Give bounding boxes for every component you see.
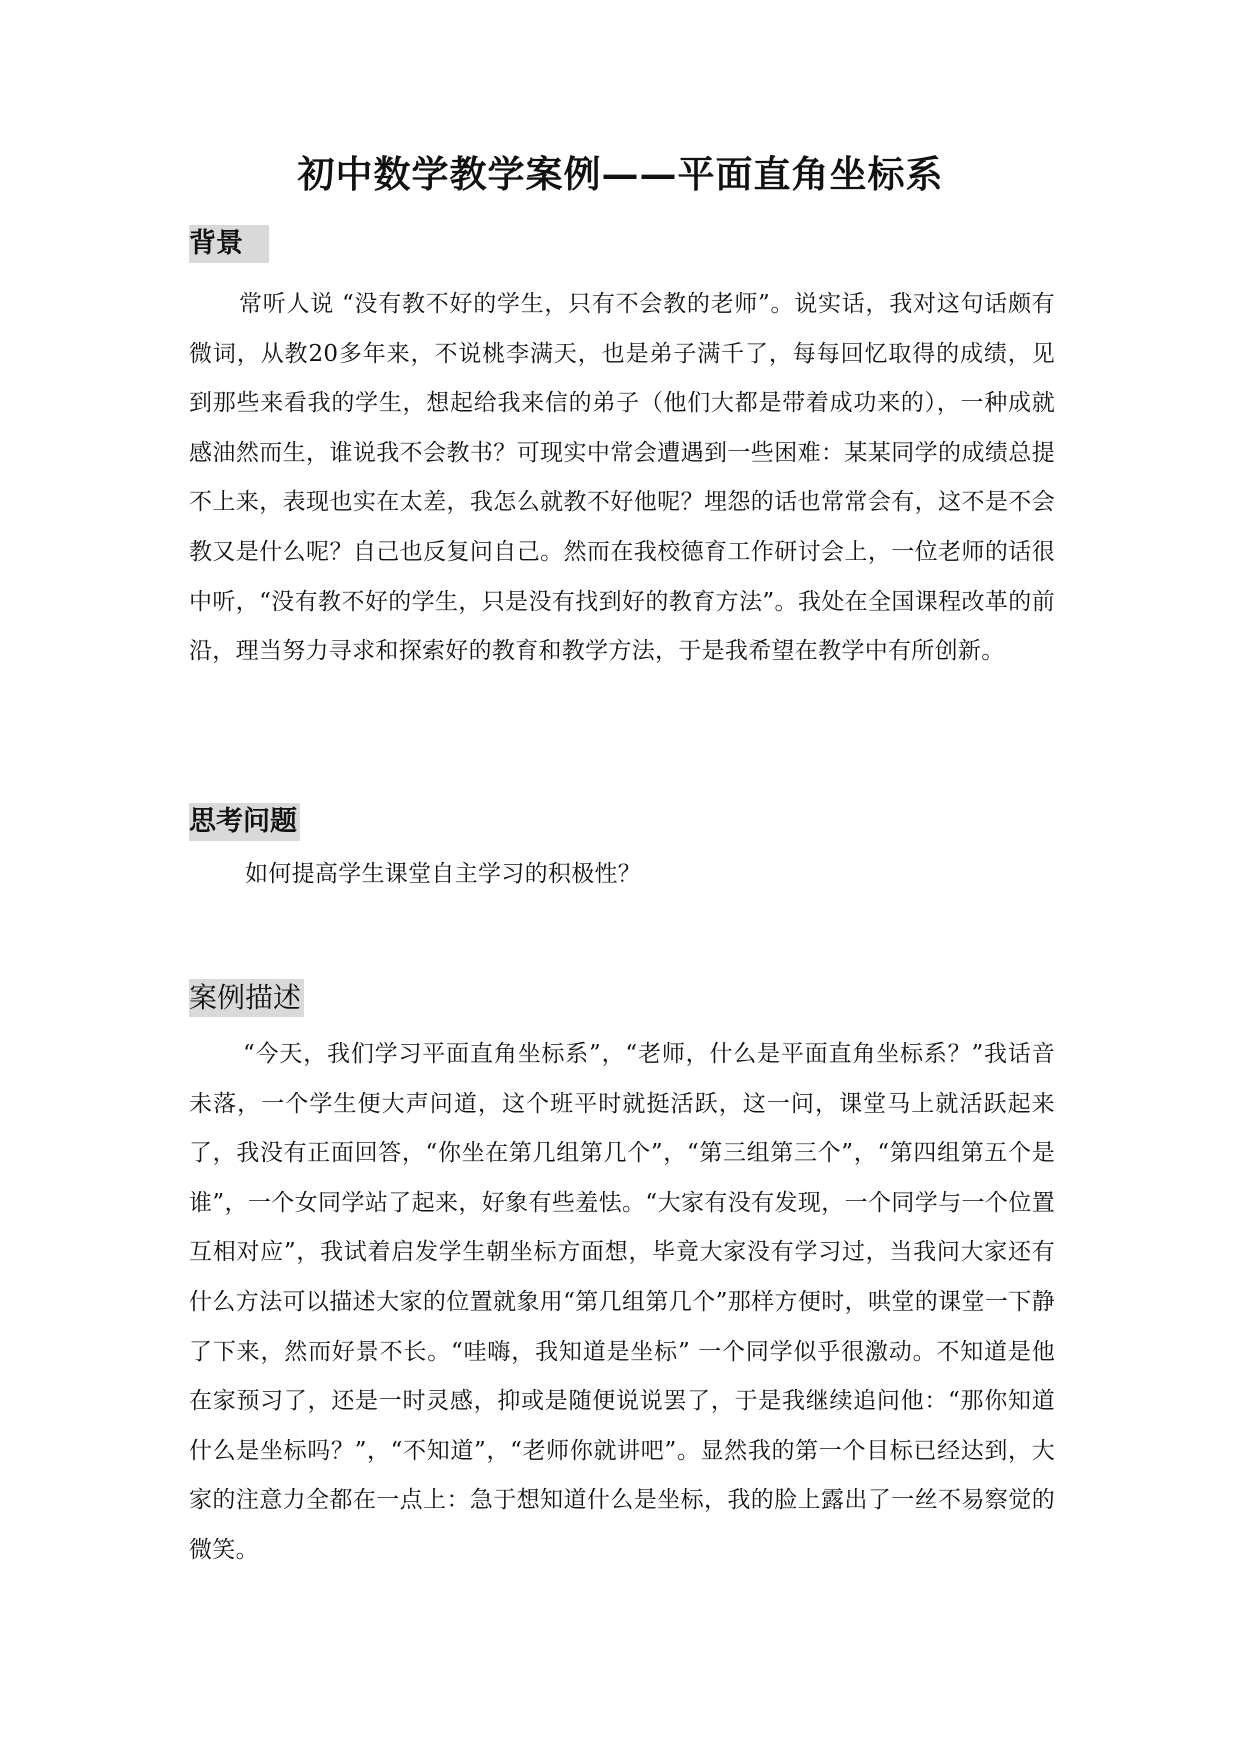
section-body-background: 常听人说 “没有教不好的学生，只有不会教的老师”。说实话，我对这句话颇有微词，从教20多年来，不说桃李满天，也是弟子满千了，每每回忆取得的成绩，见到那些来看我的学生，想起给我来信的弟子（他们大都是带着成功来的），一种成就感油然而生，谁说我不会教书？可现实中常会遭遇到一些困难：某某同学的成绩总提不上来，表现也实在太差，我怎么就教不好他呢？埋怨的话也常常会有，这不是不会教又是什么呢？自己也反复问自己。然而在我校德育工作研讨会上，一位老师的话很中听，“没有教不好的学生，只是没有找到好的教育方法”。我处在全国课程改革的前沿，理当努力寻求和探索好的教育和教学方法，于是我希望在教学中有所创新。: [189, 291, 1055, 665]
section-body-question: 如何提高学生课堂自主学习的积极性？: [245, 861, 642, 887]
section-heading-background: 背景: [189, 225, 269, 263]
section-heading-case: 案例描述: [189, 979, 304, 1017]
document-title: 初中数学教学案例——平面直角坐标系: [297, 152, 944, 196]
section-heading-question: 思考问题: [189, 803, 300, 841]
section-body-case: “今天，我们学习平面直角坐标系”，“老师，什么是平面直角坐标系？”我话音未落，一个学生便大声问道，这个班平时就挺活跃，这一问，课堂马上就活跃起来了，我没有正面回答，“你坐在第几组第几个”，“第三组第三个”，“第四组第五个是谁”，一个女同学站了起来，好象有些羞怯。“大家有没有发现，一个同学与一个位置互相对应”，我试着启发学生朝坐标方面想，毕竟大家没有学习过，当我问大家还有什么方法可以描述大家的位置就象用“第几组第几个”那样方便时，哄堂的课堂一下静了下来，然而好景不长。“哇嗨，我知道是坐标” 一个同学似乎很激动。不知道是他在家预习了，还是一时灵感，抑或是随便说说罢了，于是我继续追问他：“那你知道什么是坐标吗？”，“不知道”，“老师你就讲吧”。显然我的第一个目标已经达到，大家的注意力全都在一点上：急于想知道什么是坐标，我的脸上露出了一丝不易察觉的微笑。: [189, 1041, 1055, 1563]
